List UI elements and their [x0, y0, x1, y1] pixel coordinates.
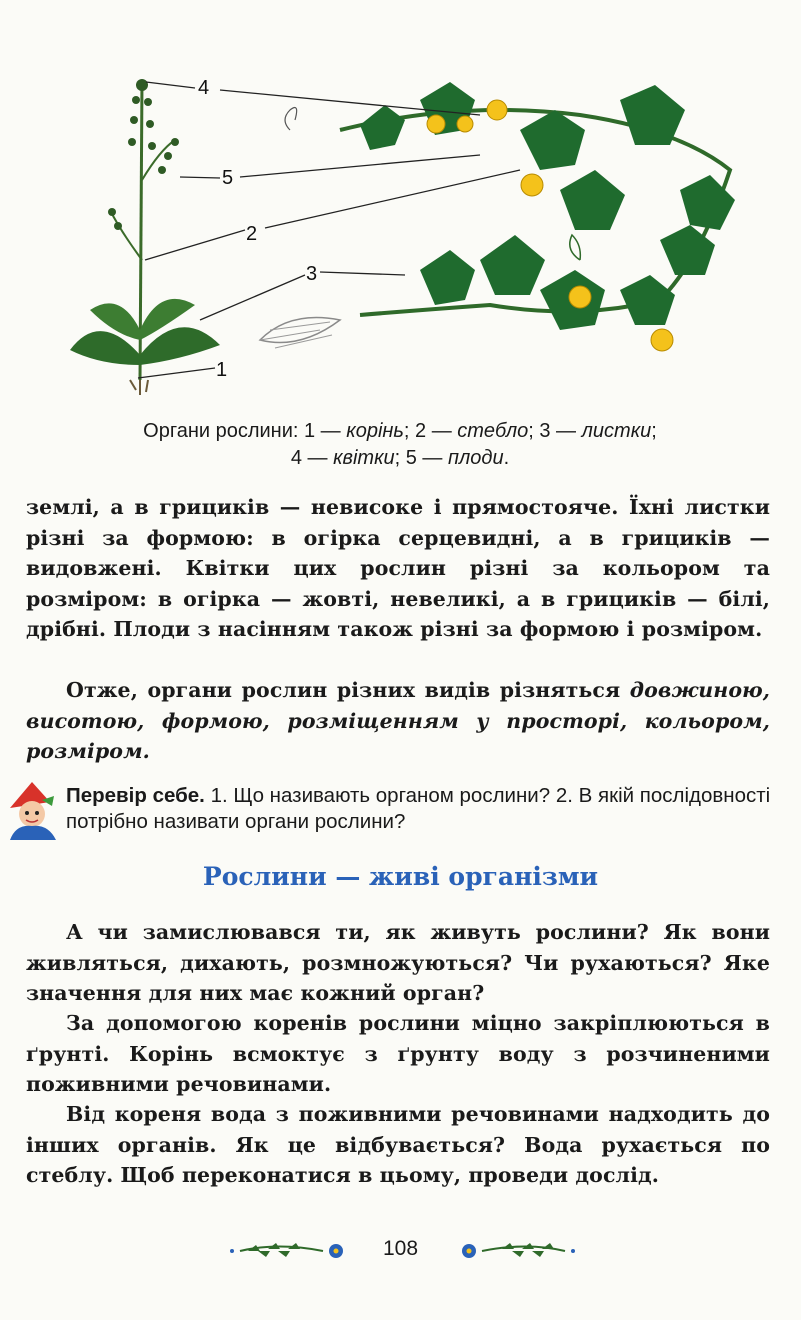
paragraph-intro-questions: А чи замислювався ти, як живуть рослини? Як вони живляться, дихають, розмножуються? Чи рухаються? Яке значення для них має кожний орган?: [26, 920, 770, 1005]
gnome-mascot-icon: [2, 780, 64, 840]
label-4: 4: [198, 77, 210, 99]
shepherds-purse-plant: [70, 79, 220, 395]
figure-caption: Органи рослини: 1 — корінь; 2 — стебло; 3 — листки; 4 — квітки; 5 — плоди.: [143, 420, 657, 469]
paragraph-conclusion: Отже, органи рослин різних видів різняться довжиною, висотою, формою, розміщенням у просторі, кольором, розміром.: [26, 678, 770, 763]
label-3: 3: [306, 263, 318, 285]
paragraph-water-movement: Від кореня вода з поживними речовинами надходить до інших органів. Як це відбувається? Вода рухається по стеблу. Щоб переконатися в цьому, проведи дослід.: [26, 1102, 770, 1187]
plant-organs-illustration: [60, 60, 750, 400]
section-heading: Рослини — живі організми: [202, 862, 599, 891]
right-ornament-icon: [452, 1240, 577, 1262]
label-5: 5: [222, 167, 234, 189]
paragraph-roots: За допомогою коренів рослини міцно закріплюються в ґрунті. Корінь всмоктує з ґрунту воду з розчиненими поживними речовинами.: [26, 1011, 770, 1096]
self-check-question: Перевір себе. 1. Що називають органом рослини? 2. В якій послідовності потрібно називати органи рослини?: [66, 784, 771, 833]
label-1: 1: [216, 359, 228, 381]
left-ornament-icon: [228, 1240, 353, 1262]
cucumber-plant: [260, 82, 735, 351]
page-number: 108: [382, 1237, 419, 1260]
label-2: 2: [246, 223, 258, 245]
paragraph-leaf-comparison: землі, а в грициків — невисоке і прямостояче. Їхні листки різні за формою: в огірка серцевидні, а в грициків — видовжені. Квітки цих рослин різні за кольором та розміром: в огірка — жовті, невеликі, а в грициків — білі, дрібні. Плоди з насінням також різні за формою і розміром.: [26, 495, 770, 641]
